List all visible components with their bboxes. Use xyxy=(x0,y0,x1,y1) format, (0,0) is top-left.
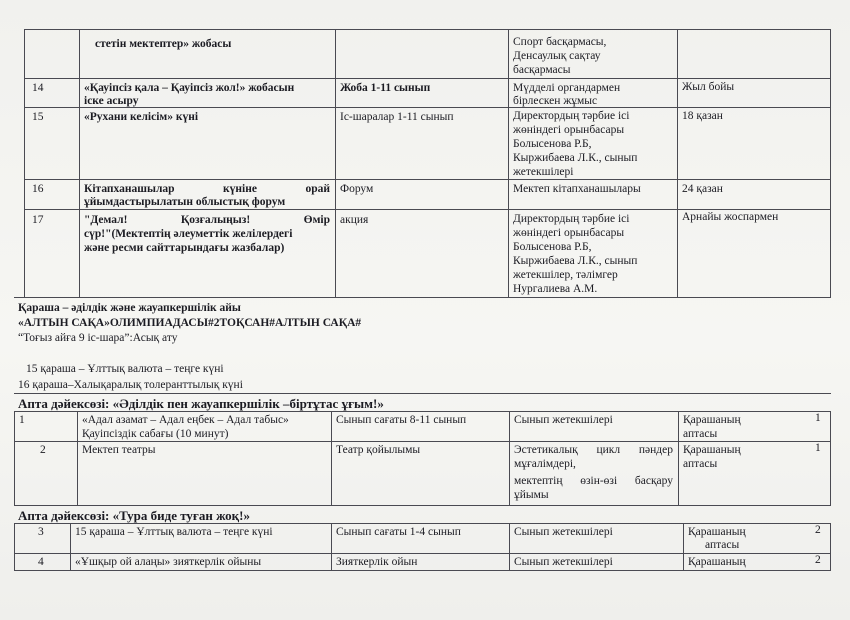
row17-resp-3: Болысенова Р.Б, xyxy=(513,241,592,253)
week2-table-top xyxy=(14,523,831,524)
month-currency-day: 15 қараша – Ұлттық валюта – теңге күні xyxy=(26,363,224,375)
row17-form: акция xyxy=(340,214,369,226)
month-nine-events: “Тоғыз айға 9 іс-шара”:Асық ату xyxy=(18,332,178,344)
week1-row1-name-1: «Адал азамат – Адал еңбек – Адал табыс» xyxy=(82,414,289,426)
week1-table-bottom xyxy=(14,505,831,506)
week1-quote: Апта дәйексөзі: «Әділдік пен жауапкершілік –біртұтас ұғым!» xyxy=(18,396,384,411)
week1-col-2 xyxy=(77,411,78,505)
col-line-right xyxy=(830,29,831,297)
week2-row2-resp: Сынып жетекшілері xyxy=(514,556,613,568)
week2-row1-date: Қарашаның xyxy=(688,526,746,538)
week1-row2-date-2: аптасы xyxy=(683,458,718,470)
week1-row2-name: Мектеп театры xyxy=(82,444,156,456)
week1-col-left xyxy=(14,411,15,505)
week1-row2-form: Театр қойылымы xyxy=(336,444,421,456)
week1-table-top xyxy=(14,411,831,412)
row-divider-15 xyxy=(24,107,831,108)
row0-resp-3: басқармасы xyxy=(513,64,571,76)
row17-number: 17 xyxy=(32,214,44,226)
week1-row-divider xyxy=(14,441,831,442)
week1-row1-name-2: Қауіпсіздік сабағы (10 минут) xyxy=(82,428,229,440)
table-border-top xyxy=(24,29,831,30)
row14-resp-2: бірлескен жұмыс xyxy=(513,95,598,107)
week1-col-3 xyxy=(331,411,332,505)
week1-title-top xyxy=(14,393,831,394)
row15-resp-3: Болысенова Р.Б, xyxy=(513,138,592,150)
row14-resp-1: Мүдделі органдармен xyxy=(513,82,621,94)
row16-number: 16 xyxy=(32,183,44,195)
table-border-bottom xyxy=(14,297,831,298)
week1-row2-resp-2: мұғалімдері, xyxy=(514,458,576,470)
week1-col-5 xyxy=(678,411,679,505)
col-line-2 xyxy=(79,29,80,297)
row16-resp: Мектеп кітапханашылары xyxy=(513,183,641,195)
row15-resp-1: Директордың тәрбие ісі xyxy=(513,110,630,122)
week2-col-right xyxy=(830,523,831,570)
row15-resp-4: Кыржибаева Л.К., сынып xyxy=(513,152,638,164)
row15-name: «Рухани келісім» күні xyxy=(84,111,199,123)
week1-row1-date: Қарашаның xyxy=(683,414,741,426)
row16-date: 24 қазан xyxy=(682,183,723,195)
week1-row2-week: 1 xyxy=(815,442,821,454)
row14-number: 14 xyxy=(32,82,44,94)
row16-form: Форум xyxy=(340,183,374,195)
week1-col-4 xyxy=(509,411,510,505)
week2-row1-name: 15 қараша – Ұлттық валюта – теңге күні xyxy=(75,526,273,538)
week2-table-bottom xyxy=(14,570,831,571)
row14-date: Жыл бойы xyxy=(682,81,735,93)
row15-form: Іс-шаралар 1-11 сынып xyxy=(340,111,454,123)
month-olympiad: «АЛТЫН САҚА»ОЛИМПИАДАСЫ#2ТОҚСАН#АЛТЫН САҚА# xyxy=(18,317,362,329)
week1-row1-date-2: аптасы xyxy=(683,428,718,440)
week1-row2-number: 2 xyxy=(40,444,46,456)
row15-number: 15 xyxy=(32,111,44,123)
week2-col-2 xyxy=(70,523,71,570)
week2-row1-week: 2 xyxy=(815,524,821,536)
row15-resp-2: жөніндегі орынбасары xyxy=(513,124,625,136)
week1-row2-resp-3: мектептің өзін-өзі басқару xyxy=(514,475,673,487)
week1-col-right xyxy=(830,411,831,505)
row-divider-16 xyxy=(24,179,831,180)
row14-form: Жоба 1-11 сынып xyxy=(340,82,431,94)
week2-col-5 xyxy=(683,523,684,570)
week2-row2-form: Зияткерлік ойын xyxy=(336,556,418,568)
week2-col-4 xyxy=(509,523,510,570)
col-line-left xyxy=(24,29,25,297)
week2-row1-form: Сынып сағаты 1-4 сынып xyxy=(336,526,461,538)
row-divider-14 xyxy=(24,78,831,79)
month-title: Қараша – әділдік және жауапкершілік айы xyxy=(18,302,241,314)
row16-name-line1: Кітапханашылар күніне орай xyxy=(84,183,330,195)
col-line-5 xyxy=(677,29,678,297)
col-line-3 xyxy=(335,29,336,297)
row14-name-line2: іске асыру xyxy=(84,95,139,107)
row17-resp-2: жөніндегі орынбасары xyxy=(513,227,625,239)
row0-resp-1: Спорт басқармасы, xyxy=(513,36,607,48)
row0-resp-2: Денсаулық сақтау xyxy=(513,50,601,62)
row16-name-line2: ұйымдастырылатын облыстық форум xyxy=(84,196,286,208)
row17-name-line3: және ресми сайттарындағы жазбалар) xyxy=(84,242,285,254)
week2-row1-date-2: аптасы xyxy=(705,539,740,551)
week1-row2-resp-4: ұйымы xyxy=(514,489,549,501)
week2-row1-number: 3 xyxy=(38,526,44,538)
week1-row1-resp: Сынып жетекшілері xyxy=(514,414,613,426)
row17-name-line1: "Демал! Қозғалыңыз! Өмір xyxy=(84,214,330,226)
week1-row2-date: Қарашаның xyxy=(683,444,741,456)
row15-date: 18 қазан xyxy=(682,110,723,122)
week2-col-left xyxy=(14,523,15,570)
week2-row2-week: 2 xyxy=(815,554,821,566)
week1-row1-number: 1 xyxy=(19,414,25,426)
week1-row1-form: Сынып сағаты 8-11 сынып xyxy=(336,414,467,426)
row17-resp-6: Нургалиева А.М. xyxy=(513,283,598,295)
week2-row2-number: 4 xyxy=(38,556,44,568)
week2-quote: Апта дәйексөзі: «Тура биде туған жоқ!» xyxy=(18,508,251,523)
row17-resp-4: Кыржибаева Л.К., сынып xyxy=(513,255,638,267)
row14-name-line1: «Қауіпсіз қала – Қауіпсіз жол!» жобасын xyxy=(84,82,295,94)
week1-row1-week: 1 xyxy=(815,412,821,424)
row0-name: стетін мектептер» жобасы xyxy=(95,38,232,50)
week2-row2-name: «Ұшқыр ой алаңы» зияткерлік ойыны xyxy=(75,556,262,568)
month-tolerance-day: 16 қараша–Халықаралық толеранттылық күні xyxy=(18,379,243,391)
row17-date: Арнайы жоспармен xyxy=(682,211,779,223)
week2-row-divider xyxy=(14,553,831,554)
row17-resp-1: Директордың тәрбие ісі xyxy=(513,213,630,225)
week2-row1-resp: Сынып жетекшілері xyxy=(514,526,613,538)
row17-name-line2: сүр!"(Мектептің әлеуметтік желілердегі xyxy=(84,228,293,240)
week2-row2-date: Қарашаның xyxy=(688,556,746,568)
row17-resp-5: жетекшілер, тәлімгер xyxy=(513,269,618,281)
row15-resp-5: жетекшілері xyxy=(513,166,574,178)
col-line-4 xyxy=(508,29,509,297)
week1-row2-resp-1: Эстетикалық цикл пәндер xyxy=(514,444,673,456)
row-divider-17 xyxy=(24,209,831,210)
week2-col-3 xyxy=(331,523,332,570)
